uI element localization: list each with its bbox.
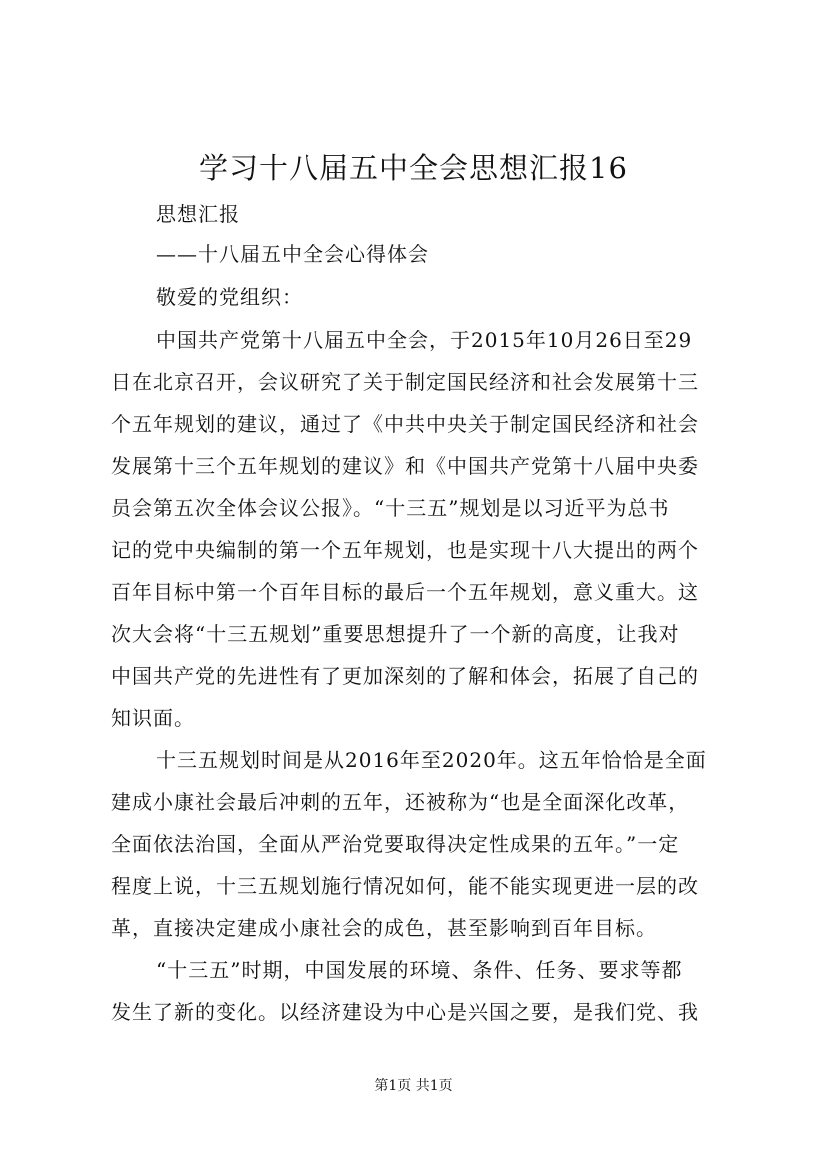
text-line: 革，直接决定建成小康社会的成色，甚至影响到百年目标。 bbox=[111, 916, 657, 940]
text-line: 中国共产党的先进性有了更加深刻的了解和体会，拓展了自己的 bbox=[111, 664, 699, 688]
text-line: 记的党中央编制的第一个五年规划，也是实现十八大提出的两个 bbox=[111, 538, 699, 562]
text-line: 知识面。 bbox=[111, 706, 195, 730]
text-line: 建成小康社会最后冲刺的五年，还被称为“也是全面深化改革， bbox=[111, 790, 690, 814]
text-line: ——十八届五中全会心得体会 bbox=[156, 242, 429, 266]
text-line: 敬爱的党组织： bbox=[156, 285, 303, 309]
text-line: 思想汇报 bbox=[156, 202, 240, 226]
text-line: 发展第十三个五年规划的建议》和《中国共产党第十八届中央委 bbox=[111, 454, 699, 478]
text-line: 发生了新的变化。以经济建设为中心是兴国之要，是我们党、我 bbox=[111, 1000, 699, 1024]
text-line: 百年目标中第一个百年目标的最后一个五年规划，意义重大。这 bbox=[111, 580, 699, 604]
text-line: 中国共产党第十八届五中全会，于2015年10月26日至29 bbox=[156, 328, 693, 352]
text-line: 十三五规划时间是从2016年至2020年。这五年恰恰是全面 bbox=[156, 748, 707, 772]
text-line: “十三五”时期，中国发展的环境、条件、任务、要求等都 bbox=[156, 958, 683, 982]
text-line: 程度上说，十三五规划施行情况如何，能不能实现更进一层的改 bbox=[111, 874, 699, 898]
page-footer: 第1页 共1页 bbox=[374, 1078, 453, 1094]
text-line: 个五年规划的建议，通过了《中共中央关于制定国民经济和社会 bbox=[111, 412, 699, 436]
text-line: 次大会将“十三五规划”重要思想提升了一个新的高度，让我对 bbox=[111, 622, 680, 646]
text-line: 日在北京召开，会议研究了关于制定国民经济和社会发展第十三 bbox=[111, 370, 699, 394]
text-line: 员会第五次全体会议公报》。“十三五”规划是以习近平为总书 bbox=[111, 496, 670, 520]
text-line: 全面依法治国，全面从严治党要取得决定性成果的五年。”一定 bbox=[111, 832, 680, 856]
document-title: 学习十八届五中全会思想汇报16 bbox=[199, 151, 628, 185]
